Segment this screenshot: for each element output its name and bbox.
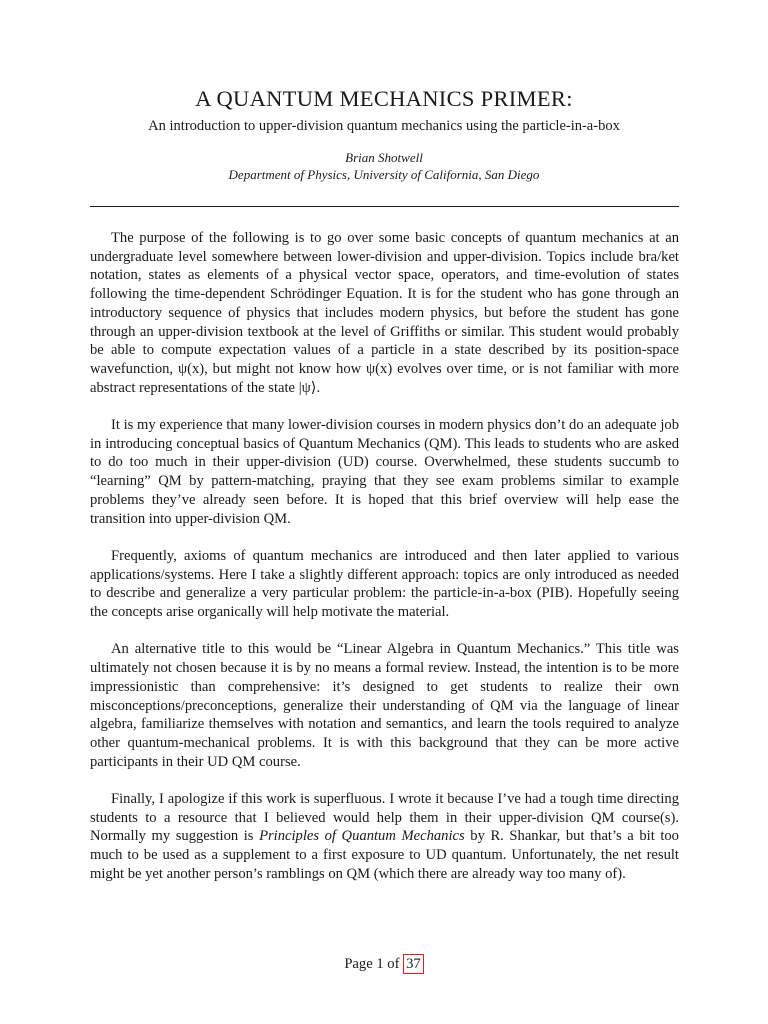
- horizontal-rule: [90, 206, 679, 207]
- abstract-body: [90, 229, 679, 902]
- author-affiliation: Department of Physics, University of California, San Diego: [228, 167, 540, 182]
- apology-text-start: Finally, I apologize if this work is superfluous. I wrote it because I’ve had a tough time directing students to a resource that I believed would help them in their upper-division QM course(s). Normally my suggestion is: [90, 791, 679, 845]
- paragraph-apology: [90, 790, 679, 884]
- paragraph-experience: It is my experience that many lower-division courses in modern physics don’t do an adequate job in introducing conceptual basics of Quantum Mechanics (QM). This leads to students who are asked to do too much in their upper-division (UD) course. Overwhelmed, these students succumb to “learning” QM by pattern-matching, praying that they see exam problems similar to example problems they’ve already seen before. It is hoped that this brief overview will help ease the transition into upper-division QM.: [90, 417, 679, 527]
- page-number-label: Page 1 of: [344, 956, 400, 972]
- book-title-reference: Principles of Quantum Mechanics: [259, 828, 465, 845]
- document-subtitle: An introduction to upper-division quantum mechanics using the particle-in-a-box: [148, 118, 620, 134]
- paragraph-approach: Frequently, axioms of quantum mechanics are introduced and then later applied to various applications/systems. Here I take a slightly different approach: topics are only introduced as needed to describe and generalize a very particular problem: the particle-in-a-box (PIB). Hopefully seeing the concepts arise organically will help motivate the material.: [90, 547, 679, 621]
- apology-text-end: by R. Shankar, but that’s a bit too much to be used as a supplement to a first exposure to UD quantum. Unfortunately, the net result might be yet another person’s ramblings on QM (which there are already way too many of).: [90, 828, 679, 882]
- page-total-link[interactable]: 37: [403, 954, 424, 974]
- document-title: A QUANTUM MECHANICS PRIMER:: [195, 86, 573, 111]
- paragraph-purpose: The purpose of the following is to go over some basic concepts of quantum mechanics at an undergraduate level somewhere between lower-division and upper-division. Topics include bra/ket notation, states as elements of a physical vector space, operators, and time-evolution of states following the time-dependent Schrödinger Equation. It is for the student who has gone through an introductory sequence of physics that includes modern physics, but before the student has gone through an upper-division textbook at the level of Griffiths or similar. This student would probably be able to compute expectation values of a particle in a state described by its position-space wavefunction, ψ(x), but might not know how ψ(x) evolves over time, or is not familiar with more abstract representations of the state |ψ⟩.: [90, 230, 679, 396]
- paragraph-alternative-title: An alternative title to this would be “Linear Algebra in Quantum Mechanics.” This title was ultimately not chosen because it is by no means a formal review. Instead, the intention is to be more impressionistic than comprehensive: it’s designed to get students to realize their own misconceptions/preconceptions, generalize their understanding of QM via the language of linear algebra, familiarize themselves with notation and semantics, and learn the tools required to analyze other quantum-mechanical problems. It is with this background that they can be more active participants in their UD QM course.: [90, 641, 679, 770]
- page-footer: [0, 954, 768, 974]
- author-name: Brian Shotwell: [345, 150, 423, 165]
